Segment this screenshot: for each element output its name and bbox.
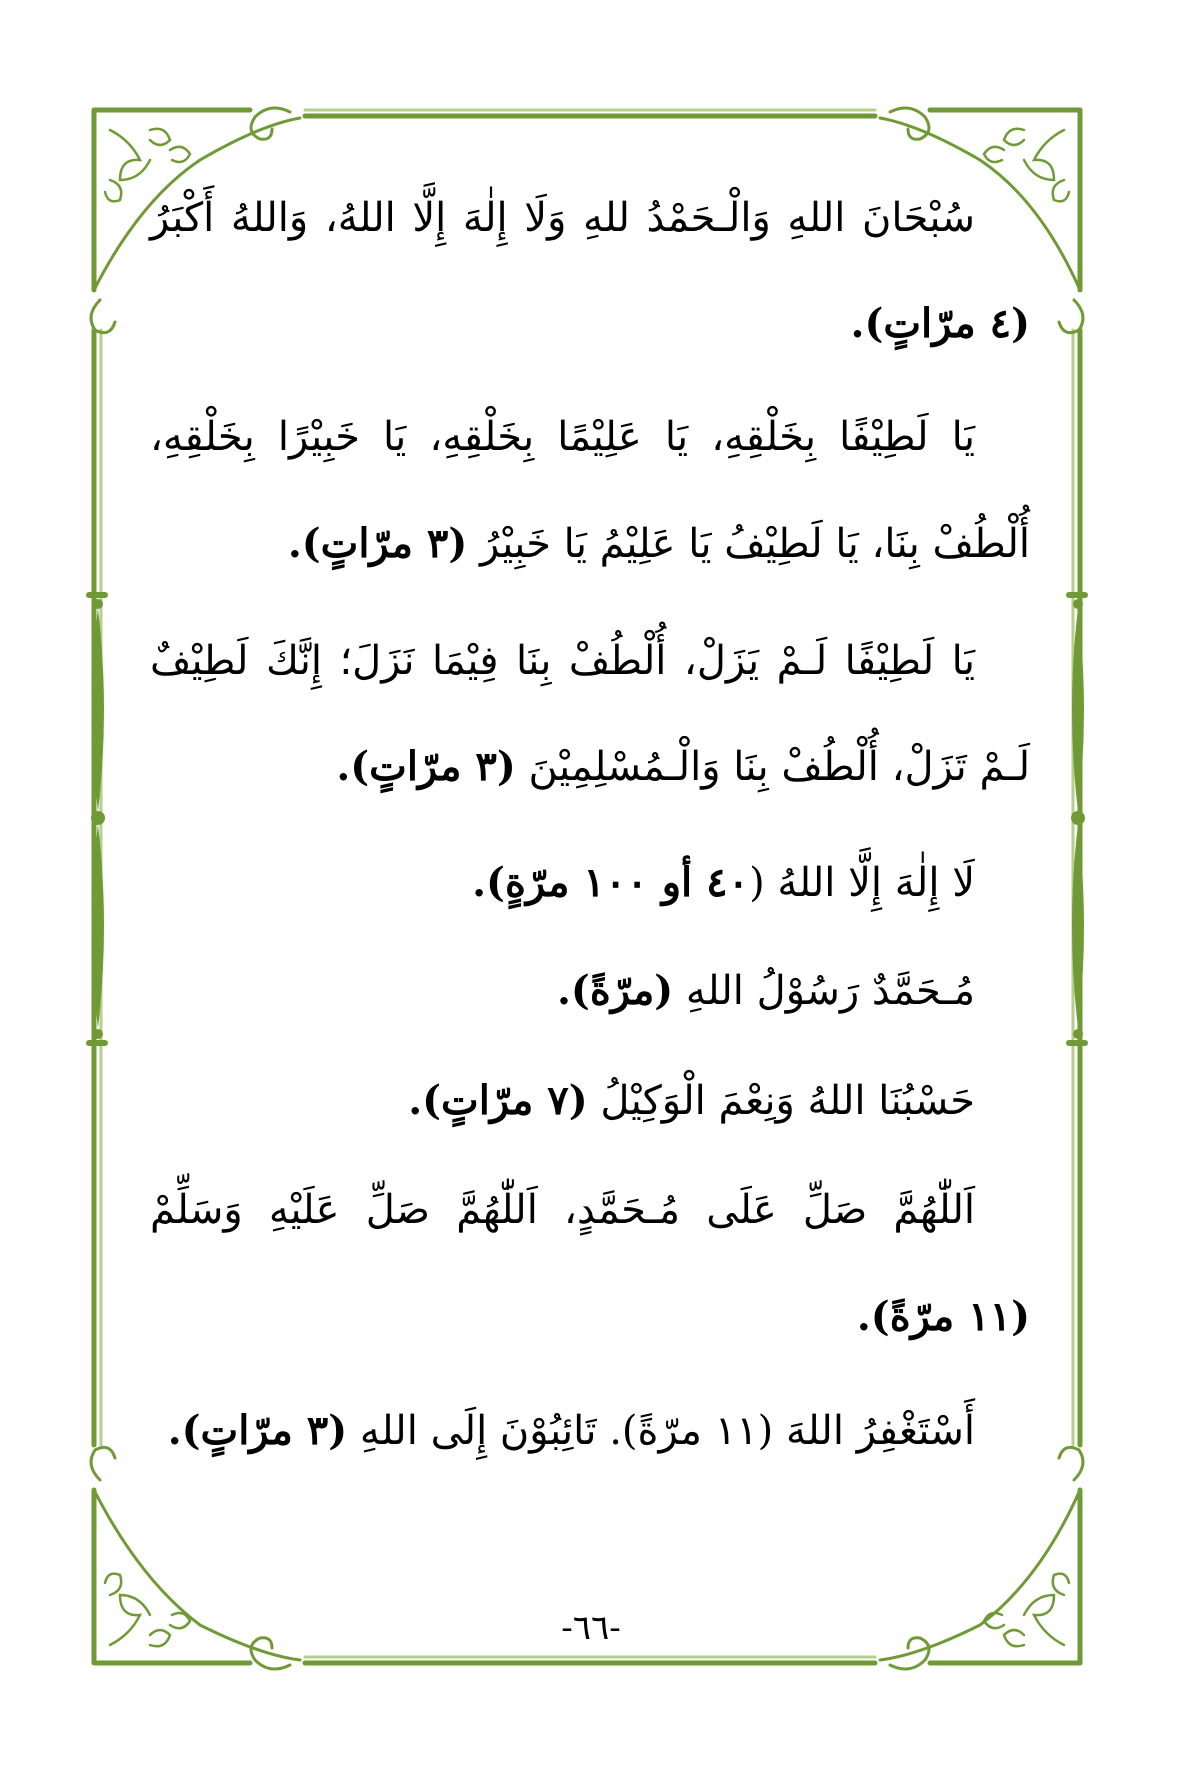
line-text: أُلْطُفْ بِنَا، يَا لَطِيْفُ يَا عَلِيْمُ يَا خَبِيْرُ bbox=[467, 521, 1030, 567]
text-line-8 bbox=[557, 961, 975, 1021]
repeat-count: (٣ مرّاتٍ). bbox=[336, 743, 516, 790]
text-line-6 bbox=[336, 737, 1030, 797]
repeat-count: (مرّةً). bbox=[556, 967, 674, 1014]
text-line-9 bbox=[408, 1071, 975, 1131]
line-text: حَسْبُنَا اللهُ وَنِعْمَ الْوَكِيْلُ bbox=[587, 1078, 975, 1124]
line-text: سُبْحَانَ اللهِ وَالْـحَمْدُ للهِ وَلَا إِلٰهَ إِلَّا اللهُ، وَاللهُ أَكْبَرُ bbox=[150, 195, 975, 241]
line-text: يَا لَطِيْفًا لَـمْ يَزَلْ، أُلْطُفْ بِنَا فِيْمَا نَزَلَ؛ إِنَّكَ لَطِيْفٌ bbox=[150, 638, 975, 684]
repeat-count: (١١ مرّةً). bbox=[856, 1293, 1030, 1340]
text-line-12 bbox=[168, 1401, 975, 1461]
line-text: لَـمْ تَزَلْ، أُلْطُفْ بِنَا وَالْـمُسْلِمِيْنَ bbox=[515, 744, 1030, 790]
page-number: -٦٦- bbox=[561, 1608, 621, 1648]
line-text: اَللّٰهُمَّ صَلِّ عَلَى مُـحَمَّدٍ، اَللّٰهُمَّ صَلِّ عَلَيْهِ وَسَلِّمْ bbox=[150, 1187, 975, 1233]
line-text: لَا إِلٰهَ إِلَّا اللهُ ( bbox=[749, 860, 975, 906]
text-line-2 bbox=[851, 294, 1030, 354]
text-line-1 bbox=[150, 188, 975, 248]
repeat-count: ٤٠ أو ١٠٠ مرّةٍ). bbox=[472, 859, 750, 906]
line-text: يَا لَطِيْفًا بِخَلْقِهِ، يَا عَلِيْمًا بِخَلْقِهِ، يَا خَبِيْرًا بِخَلْقِهِ، bbox=[150, 414, 975, 460]
repeat-count: (٣ مرّاتٍ). bbox=[167, 1407, 348, 1454]
text-line-10 bbox=[150, 1180, 975, 1240]
repeat-count: (٣ مرّاتٍ). bbox=[287, 520, 468, 567]
repeat-count: (٧ مرّاتٍ). bbox=[408, 1077, 588, 1124]
line-text: أَسْتَغْفِرُ اللهَ (١١ مرّةً). تَائِبُوْنَ إِلَى اللهِ bbox=[347, 1408, 975, 1454]
line-text: مُـحَمَّدٌ رَسُوْلُ اللهِ bbox=[673, 968, 975, 1014]
text-line-11 bbox=[857, 1287, 1030, 1347]
text-line-3 bbox=[150, 407, 975, 467]
repeat-count: (٤ مرّاتٍ). bbox=[850, 300, 1030, 347]
text-line-4 bbox=[288, 514, 1030, 574]
text-line-7 bbox=[472, 853, 975, 913]
text-line-5 bbox=[150, 631, 975, 691]
